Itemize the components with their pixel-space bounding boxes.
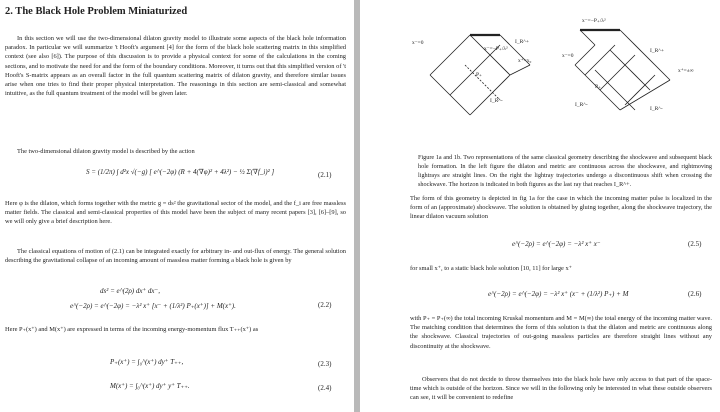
right-xminus-zero-label: x⁻=0 [562, 53, 574, 59]
equation-number-2-4: (2.4) [318, 384, 332, 392]
matching-condition-paragraph: with P₊ = P₊(∞) the total incoming Kruskal momentum and M = M(∞) the total energy of the incoming matter wave. The matching condition that determines the form of this solution is that the dilaton and metric are continuous along the shockwave. Classical trajectories of out-going massless particles are therefore straight lines without any discontinuity at the shockwave. [410, 315, 712, 350]
geometry-paragraph: The form of this geometry is depicted in fig 1a for the case in which the incoming matter pulse is localized in the form of an (approximate) shockwave. The solution is obtained by gluing together, along the shockwave trajectory, the linear dilaton vacuum solution [410, 195, 712, 221]
equation-2-1: S = (1/2π) ∫ d²x √(−g) [ e^(−2φ) (R + 4(∇φ)² + 4λ²) − ½ Σ(∇f_i)² ] [86, 168, 275, 176]
equation-2-4: M(x⁺) = ∫₀^(x⁺) dy⁺ y⁺ T₊₊. [110, 382, 190, 390]
small-xplus-paragraph: for small x⁺, to a static black hole solution [10, 11] for large x⁺ [410, 265, 573, 272]
left-scri-plus-label: I_R^+ [515, 39, 529, 45]
right-scri-minus-label: I_R^- [575, 102, 588, 108]
equation-2-2b: e^(−2ρ) = e^(−2φ) = −λ² x⁺ [x⁻ + (1/λ²) P₊(x⁺)] + M(x⁺). [70, 302, 236, 310]
equation-2-6: e^(−2ρ) = e^(−2φ) = −λ² x⁺ (x⁻ + (1/λ²) P₊) + M [488, 290, 629, 298]
action-intro-paragraph: The two-dimensional dilaton gravity model is described by the action [17, 148, 195, 155]
equations-of-motion-paragraph: The classical equations of motion of (2.1) can be integrated exactly for arbitrary in- and out-flux of energy. The general solution describing the gravitational collapse of an incoming amount of massless matter forming a black hole is given by [5, 248, 346, 265]
penrose-diagrams [410, 10, 710, 150]
right-scri-minus-label-2: I_R^- [650, 106, 663, 112]
equation-2-3: P₊(x⁺) = ∫₀^(x⁺) dy⁺ T₊₊, [110, 358, 184, 366]
flux-definition-paragraph: Here P₊(x⁺) and M(x⁺) are expressed in terms of the incoming energy-momentum flux T₊₊(x⁺) as [5, 326, 259, 333]
equation-2-2a: ds² = e^(2ρ) dx⁺ dx⁻, [100, 287, 160, 295]
equation-number-2-6: (2.6) [688, 290, 702, 298]
left-P-label: P₊ [476, 72, 482, 78]
equation-number-2-1: (2.1) [318, 171, 332, 179]
left-xplus-label: x⁺=x₀ [518, 58, 532, 64]
right-xplus-inf-label: x⁺=±∞ [678, 68, 694, 74]
right-scri-plus-label: I_R^+ [650, 48, 664, 54]
right-top-label: x⁻=−P₊/λ² [582, 18, 606, 24]
left-scri-minus-label: I_R^- [490, 98, 503, 104]
figure-caption: Figure 1a and 1b. Two representations of the same classical geometry describing the shockwave and subsequent black hole formation. In the left figure the dilaton and metric are continuous across the shockwave, and rightmoving lightrays are straight lines. On the right the lightray trajectories undergo a discontinuous shift when crossing the shockwave. The horizon is indicated in both figures as the last ray that reaches I_R^+. [418, 154, 712, 188]
dilaton-description-paragraph: Here φ is the dilaton, which forms together with the metric g = ds² the gravitational sector of the model, and the f_i are free massless matter fields. The classical and semi-classical properties of this model have been the subject of many recent papers [3], [6]–[9], so we will only give a brief description here. [5, 200, 346, 226]
left-xminus-dxm-label: x⁻=−P₊/λ² [484, 46, 508, 52]
equation-number-2-2: (2.2) [318, 301, 332, 309]
right-P-label: P₊ [595, 84, 601, 90]
equation-number-2-3: (2.3) [318, 360, 332, 368]
observers-paragraph: Observers that do not decide to throw themselves into the black hole have only access to that part of the space-time which is outside of the horizon. Since we will in the following only be interested in what these outside observers can see, it will be convenient to redefine [410, 376, 712, 402]
equation-number-2-5: (2.5) [688, 240, 702, 248]
section-title: 2. The Black Hole Problem Miniaturized [5, 6, 188, 17]
intro-paragraph: In this section we will use the two-dimensional dilaton gravity model to illustrate some aspects of the black hole information paradox. In particular we will summarize 't Hooft's argument [4] for the form of the black hole scattering matrix in this simplified context (see also [6]). The purpose of this discussion is to provide a physical context for some of the calculations in the coming sections, and to motivate the need for and the form of the boundary conditions. Moreover, it turns out that this simplified version of 't Hooft's S-matrix appears as an overall factor in the full quantum scattering matrix of dilaton gravity, and therefore similar issues arise when one tries to find their proper physical interpretation. The reasonings in this section are semi-classical and somewhat intuitive, as the full quantum treatment of the model will be given later. [5, 35, 346, 98]
equation-2-5: e^(−2ρ) = e^(−2φ) = −λ² x⁺ x⁻ [512, 240, 601, 248]
left-xminus-zero-label: x⁻=0 [412, 40, 424, 46]
penrose-diagram-right [575, 30, 670, 110]
